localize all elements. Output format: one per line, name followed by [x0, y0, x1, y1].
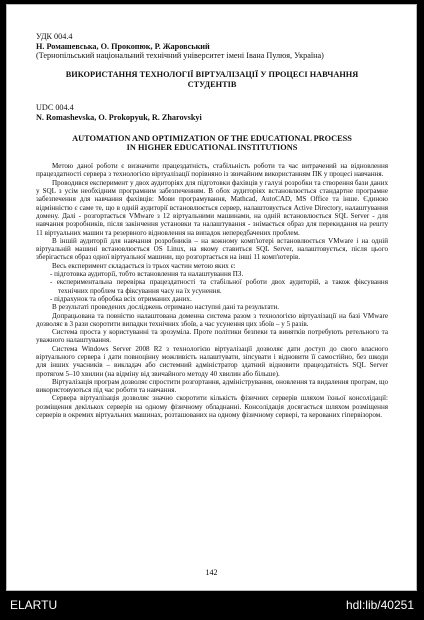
- paragraph: Сервера віртуалізація дозволяє значно скоротити кількість фізичних серверів шляхом їхньої консолідації: розміщення декількох серверів на одному фізичному обладнанні. Консолідація досягається шляхом розміщення серверів в окремих віртуальних машинах, розташованих на одному фізичному сервері, та керованих гіпервізором.: [36, 394, 388, 420]
- paragraph: В іншій аудиторії для навчання розробників – на кожному комп'ютері встановлюється VMware і на одній віртуальній машині встановлюється OS Linux, на якому ставиться SQL Server, налаштовується, після цього зберігається образ одної віртуальної машини, що розгортається на інші 11 комп'ютерів.: [36, 236, 388, 262]
- footer-handle-label: hdl:lib/40251: [345, 598, 414, 612]
- title-en: [36, 134, 388, 154]
- paragraph: Система проста у користуванні та зрозуміла. Проте політики безпеки та винятків потребують ретельного та уважного налаштування.: [36, 328, 388, 345]
- paragraph: В результаті проведених досліджень отримано наступні дані та результати.: [52, 303, 280, 312]
- title-ua-line1: ВИКОРИСТАННЯ ТЕХНОЛОГІЇ ВІРТУАЛІЗАЦІЇ У ПРОЦЕСІ НАВЧАННЯ: [65, 69, 359, 79]
- footer-bar: [0, 591, 424, 620]
- affiliation-ua: (Тернопільський національний технічний університет імені Івана Пулюя, Україна): [36, 51, 324, 61]
- paragraph: Система Windows Server 2008 R2 з технологією віртуалізації дозволяє дати доступ до свого власного віртуального сервера і дати повноцінну можливість налаштувати, зіпсувати і відновити її самостійно, без шкоди для інших учасників – викладач або системний адміністратор здатний відновити працездатність SQL Server протягом 5–10 хвилин (на відміну від звичайного методу 40 хвилин або більше).: [36, 344, 388, 378]
- page-number: 142: [205, 568, 218, 577]
- list-item: - експериментальна перевірка працездатності та стабільної роботи двох аудиторій, а також фіксування технічних проблем та фіксування часу на їх усунення.: [50, 278, 388, 295]
- udc-ua: УДК 004.4: [36, 32, 73, 41]
- udc-en: UDC 004.4: [36, 103, 74, 113]
- paragraph: Весь експеримент складається із трьох частин метою яких є:: [52, 261, 236, 270]
- title-en-line2: IN HIGHER EDUCATIONAL INSTITUTIONS: [126, 143, 298, 153]
- list-item: - підрахунок та обробка всіх отриманих даних.: [50, 294, 192, 303]
- page-content: [36, 32, 388, 419]
- title-ua: [36, 70, 388, 90]
- footer-repository-label: ELARTU: [10, 598, 58, 612]
- body-text: [36, 162, 388, 419]
- paragraph: Віртуалізація програм дозволяє спростити розгортання, адміністрування, оновлення та видалення програм, що використовуються під час роботи та навчання.: [36, 377, 389, 395]
- authors-en: N. Romashevska, O. Prokopyuk, R. Zharovskyi: [36, 112, 202, 122]
- document-page: [6, 4, 417, 591]
- authors-ua: Н. Ромашевська, О. Прокопюк, Р. Жаровський: [36, 41, 210, 51]
- paragraph: Метою даної роботи є визначити працездатність, стабільність роботи та час витрачений на відновлення працездатності сервера з технологією віртуалізації порівняно із звичайним використанням ПК у процесі навчання.: [36, 162, 388, 179]
- title-ua-line2: СТУДЕНТІВ: [187, 79, 237, 89]
- title-en-line1: AUTOMATION AND OPTIMIZATION OF THE EDUCATIONAL PROCESS: [72, 133, 352, 143]
- list-item: - підготовка аудиторії, тобто встановлення та налаштування ПЗ.: [50, 270, 244, 279]
- paragraph: Проводився експеримент у двох аудиторіях для підготовки фахівців у галузі розробки та створення бази даних у SQL з усім необхідним програмним забезпеченням. В обох аудиторіях встановлюється стандартне програмне забезпечення для навчання фахівців: Мови програмування, Mathcad, AutoCAD, MS Office та інше. Єдиною відмінністю є саме те, що в одній аудиторії встановлюється сервер, налаштовується Active Directory, налаштування домену. Далі - розгортається VMware з 12 віртуальними машинами, на одній встановлюється SQL Server - для навчання розробників, після закінчення установки та налаштування - знімається образ для перекидання на решту 11 віртуальних машин та резервного відновлення на випадок непередбачених проблем.: [36, 178, 388, 237]
- paragraph: Допрацьована та повністю налаштована доменна система разом з технологією віртуалізації на базі VMware дозволяє в 3 рази скоротити випадки технічних збоїв, а час усунення цих збоїв – у 5 разів.: [36, 311, 388, 328]
